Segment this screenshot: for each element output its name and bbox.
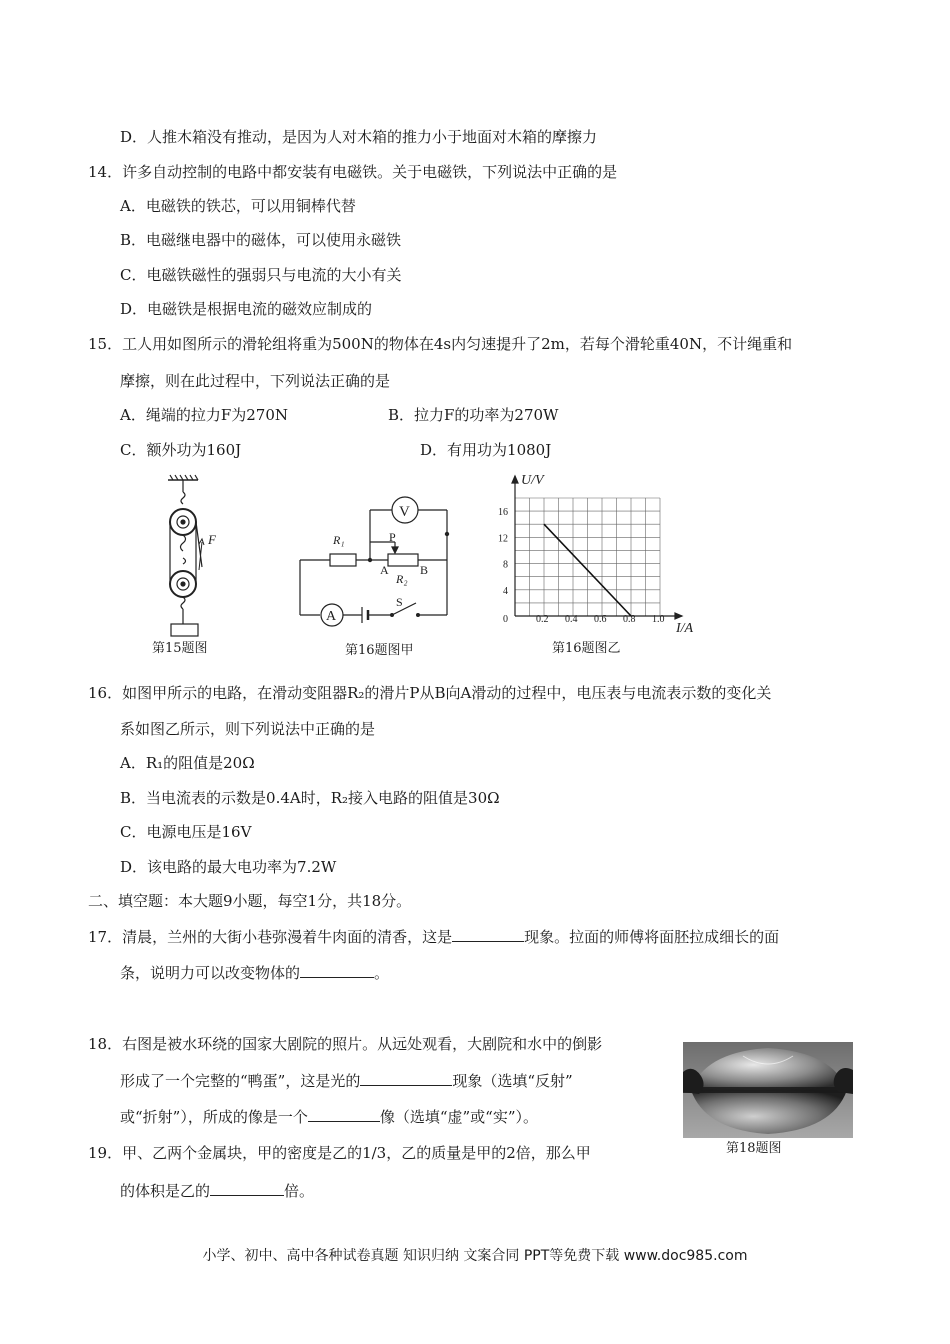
q17-text-2: 现象。拉面的师傅将面胚拉成细长的面	[524, 928, 780, 946]
r1-label: R₁	[333, 533, 345, 547]
q15-option-b: B．拉力F的功率为270W	[388, 406, 559, 424]
x-axis-arrow	[675, 613, 682, 619]
q14-option-b: B．电磁继电器中的磁体，可以使用永磁铁	[120, 231, 402, 249]
q19-text-2: 倍。	[284, 1182, 315, 1200]
x-axis-label: I/A	[676, 621, 694, 636]
x-tick-label: 0.8	[623, 614, 636, 625]
fig15-caption: 第15题图	[152, 641, 208, 656]
y-tick-label: 12	[498, 533, 508, 545]
q18-text-4: 像（选填“虚”或“实”）。	[379, 1108, 539, 1126]
q18-text-1: 形成了一个完整的“鸭蛋”，这是光的	[120, 1072, 361, 1090]
q17-blank-1[interactable]	[452, 926, 524, 942]
voltmeter-label: V	[399, 504, 410, 520]
q16-option-b: B．当电流表的示数是0.4A时，R₂接入电路的阻值是30Ω	[120, 789, 500, 807]
q17-text-3: 条，说明力可以改变物体的	[120, 964, 301, 982]
section-2-heading: 二、填空题：本大题9小题，每空1分，共18分。	[88, 892, 412, 910]
y-axis-arrow	[512, 476, 518, 483]
q16-option-c: C．电源电压是16V	[120, 823, 252, 841]
y-tick-label: 4	[503, 585, 508, 597]
fig16-ui-graph	[490, 468, 710, 643]
q15-option-d: D．有用功为1080J	[420, 441, 552, 459]
x-tick-label: 0.4	[565, 614, 578, 625]
q15-stem-line2: 摩擦，则在此过程中，下列说法正确的是	[120, 372, 391, 390]
fig16-circuit-diagram	[292, 490, 462, 630]
q18-line2	[120, 1070, 573, 1091]
q17-text-1: 17．清晨，兰州的大街小巷弥漫着牛肉面的清香，这是	[88, 928, 453, 946]
q14-stem: 14．许多自动控制的电路中都安装有电磁铁。关于电磁铁，下列说法中正确的是	[88, 163, 618, 181]
q17-line2	[120, 962, 389, 983]
q14-option-d: D．电磁铁是根据电流的磁效应制成的	[120, 300, 373, 318]
ammeter-label: A	[326, 609, 337, 624]
q15-option-c: C．额外功为160J	[120, 441, 242, 459]
q15-option-a: A．绳端的拉力F为270N	[120, 406, 288, 424]
x-tick-label: 1.0	[652, 614, 665, 625]
q17-line1	[88, 926, 779, 947]
q19-line2	[120, 1180, 314, 1201]
switch-label: S	[396, 595, 403, 609]
slider-p-label: P	[389, 530, 396, 544]
y-axis-label: U/V	[521, 473, 544, 488]
page-footer: 小学、初中、高中各种试卷真题 知识归纳 文案合同 PPT等免费下载 www.doc985.com	[202, 1248, 748, 1264]
q17-blank-2[interactable]	[300, 962, 374, 978]
q13-option-d: D．人推木箱没有推动，是因为人对木箱的推力小于地面对木箱的摩擦力	[120, 128, 598, 146]
x-tick-label: 0.2	[536, 614, 549, 625]
y-tick-label: 16	[498, 507, 508, 519]
fig18-opera-house-photo	[683, 1042, 853, 1138]
fig18-caption: 第18题图	[726, 1141, 782, 1156]
fig16b-caption: 第16题图乙	[552, 641, 621, 656]
q14-option-a: A．电磁铁的铁芯，可以用铜棒代替	[120, 197, 356, 215]
q18-line1: 18．右图是被水环绕的国家大剧院的照片。从远处观看，大剧院和水中的倒影	[88, 1035, 603, 1053]
q18-blank-2[interactable]	[308, 1106, 380, 1122]
q18-text-2: 现象（选填“反射”	[452, 1072, 573, 1090]
q19-line1: 19．甲、乙两个金属块，甲的密度是乙的1/3，乙的质量是甲的2倍，那么甲	[88, 1144, 591, 1162]
q16-stem-line2: 系如图乙所示，则下列说法中正确的是	[120, 720, 376, 738]
q18-text-3: 或“折射”），所成的像是一个	[120, 1108, 308, 1126]
q18-blank-1[interactable]	[360, 1070, 452, 1086]
r2-label: R₂	[396, 572, 408, 586]
y-tick-label: 8	[503, 559, 508, 571]
q19-blank-1[interactable]	[210, 1180, 284, 1196]
q19-text-1: 的体积是乙的	[120, 1182, 211, 1200]
fig16a-caption: 第16题图甲	[345, 643, 414, 658]
q14-option-c: C．电磁铁磁性的强弱只与电流的大小有关	[120, 266, 402, 284]
q16-stem-line1: 16．如图甲所示的电路，在滑动变阻器R₂的滑片P从B向A滑动的过程中，电压表与电流表示数的变化关	[88, 684, 772, 702]
fig15-pulley-diagram	[150, 472, 230, 642]
x-tick-label: 0.6	[594, 614, 607, 625]
q16-option-a: A．R₁的阻值是20Ω	[120, 754, 255, 772]
q16-option-d: D．该电路的最大电功率为7.2W	[120, 858, 337, 876]
q18-line3	[120, 1106, 538, 1127]
q15-stem-line1: 15．工人用如图所示的滑轮组将重为500N的物体在4s内匀速提升了2m，若每个滑轮重40N，不计绳重和	[88, 335, 793, 353]
fig15-force-label: F	[208, 532, 216, 547]
origin-label: 0	[503, 614, 508, 625]
rheostat-end-b-label: B	[420, 563, 429, 577]
q17-text-4: 。	[374, 964, 390, 982]
rheostat-end-a-label: A	[380, 563, 389, 577]
